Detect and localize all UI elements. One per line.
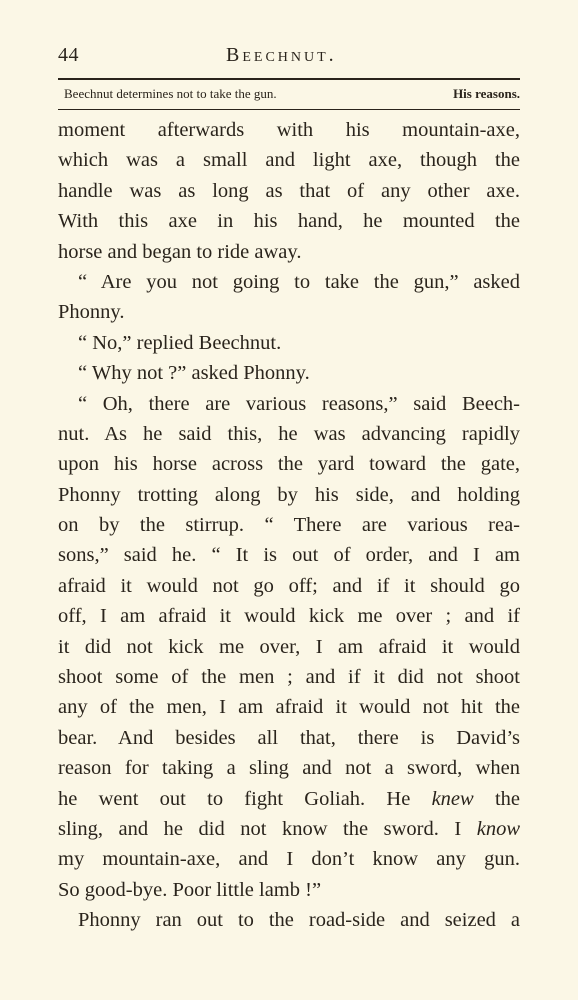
page-number: 44 [58,44,79,66]
text-line: So good-bye. Poor little lamb !” [58,878,322,901]
text-line: shoot some of the men ; and if it did not shoot [58,666,520,689]
text-run: he went out to fight Goliah. He [58,787,432,810]
text-line: “ Are you not going to take the gun,” asked [78,270,520,293]
text-line: off, I am afraid it would kick me over ; and if [58,605,520,628]
text-line [58,814,520,844]
text-line: sons,” said he. “ It is out of order, and I am [58,544,520,567]
side-note-right: His reasons. [453,86,520,101]
text-line: With this axe in his hand, he mounted the [58,210,520,233]
text-line: moment afterwards with his mountain-axe, [58,119,520,141]
text-line: nut. As he said this, he was advancing rapidly [58,422,520,445]
text-run: sling, and he did not know the sword. I [58,817,477,840]
text-line: any of the men, I am afraid it would not hit the [58,696,520,719]
text-line: Phonny. [58,301,125,324]
italic-word: know [476,817,520,840]
text-line: “ No,” replied Beechnut. [78,331,282,354]
italic-word: knew [431,787,474,810]
running-title: Beechnut. [226,44,337,66]
header-rule [58,78,520,80]
text-line: horse and began to ride away. [58,240,302,263]
text-line: reason for taking a sling and not a sword, when [58,757,520,780]
side-notes [58,86,520,106]
text-line: my mountain-axe, and I don’t know any gun. [58,848,520,871]
text-line: Phonny trotting along by his side, and holding [58,483,520,506]
text-line: bear. And besides all that, there is David’s [58,726,520,749]
side-notes-rule [58,109,520,110]
text-line: handle was as long as that of any other axe. [58,179,520,202]
text-line: which was a small and light axe, though the [58,149,520,172]
text-line: Phonny ran out to the road-side and seized a [78,909,520,932]
page-header [58,44,520,74]
body-text [58,115,520,936]
text-run: the [473,787,520,810]
text-line [58,784,520,814]
text-line: it did not kick me over, I am afraid it would [58,635,520,658]
text-line: afraid it would not go off; and if it should go [58,574,520,597]
text-line: “ Oh, there are various reasons,” said Beech- [78,392,520,415]
text-line: upon his horse across the yard toward the gate, [58,453,520,476]
text-line: on by the stirrup. “ There are various rea- [58,514,520,537]
text-line: “ Why not ?” asked Phonny. [78,362,310,385]
side-note-left: Beechnut determines not to take the gun. [64,86,277,101]
